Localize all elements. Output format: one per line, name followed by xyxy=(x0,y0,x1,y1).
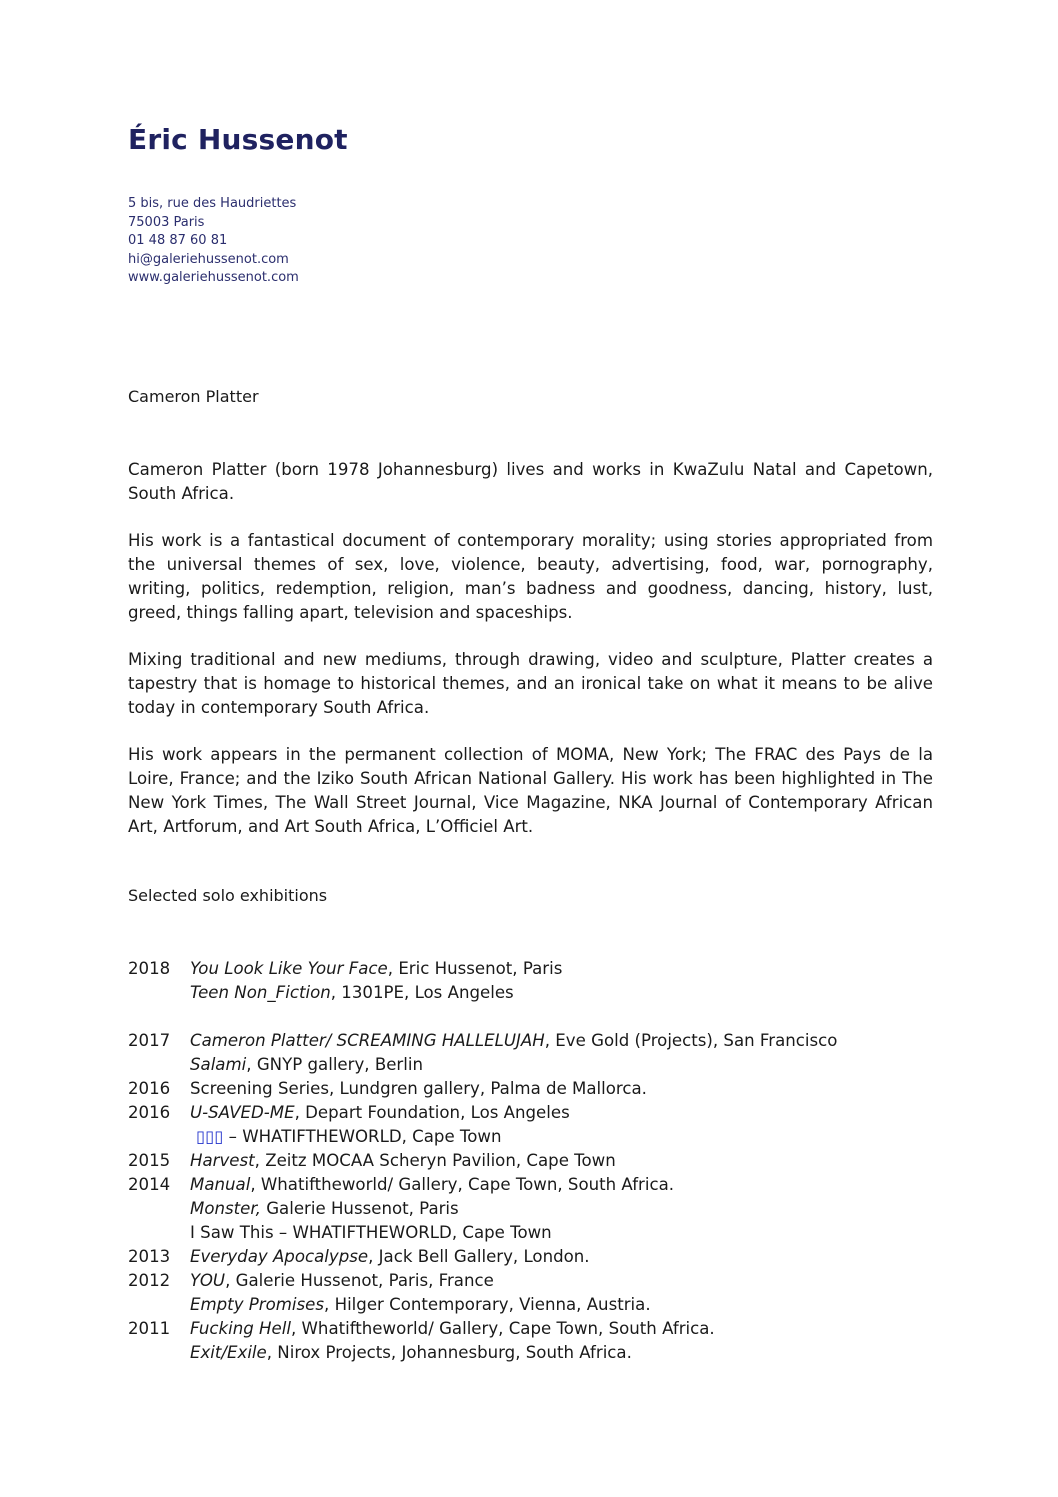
exhibition-title: Teen Non_Fiction xyxy=(190,983,331,1002)
exhibition-row xyxy=(128,1173,948,1197)
exhibition-row xyxy=(128,1053,948,1077)
exhibition-year: 2011 xyxy=(128,1319,171,1338)
exhibition-venue: , Nirox Projects, Johannesburg, South Africa. xyxy=(266,1343,632,1362)
exhibition-title: Fucking Hell xyxy=(190,1319,291,1338)
exhibition-year xyxy=(128,1197,190,1221)
exhibition-venue: , Galerie Hussenot, Paris, France xyxy=(225,1271,494,1290)
exhibition-spacer xyxy=(128,1005,948,1029)
exhibition-venue: , Jack Bell Gallery, London. xyxy=(368,1247,590,1266)
exhibition-venue: Screening Series, Lundgren gallery, Palma de Mallorca. xyxy=(190,1079,647,1098)
exhibition-entry xyxy=(190,1077,948,1101)
exhibition-row xyxy=(128,1245,948,1269)
exhibition-year: 2012 xyxy=(128,1271,171,1290)
exhibition-year xyxy=(128,1125,190,1149)
exhibition-year: 2018 xyxy=(128,959,171,978)
gallery-name: Éric Hussenot xyxy=(128,123,348,156)
exhibition-venue: I Saw This – WHATIFTHEWORLD, Cape Town xyxy=(190,1223,552,1242)
address-phone: 01 48 87 60 81 xyxy=(128,233,228,248)
exhibition-venue: , Eve Gold (Projects), San Francisco xyxy=(544,1031,838,1050)
artist-name: Cameron Platter xyxy=(128,387,259,406)
exhibition-title: YOU xyxy=(190,1271,226,1290)
exhibition-row xyxy=(128,957,948,981)
exhibition-year xyxy=(128,981,190,1005)
exhibition-venue: , 1301PE, Los Angeles xyxy=(330,983,514,1002)
address-city: 75003 Paris xyxy=(128,214,205,230)
exhibition-row xyxy=(128,1125,948,1149)
exhibition-year: 2013 xyxy=(128,1247,171,1266)
exhibition-year xyxy=(128,1293,190,1317)
exhibition-row xyxy=(128,1077,948,1101)
exhibition-title: Manual xyxy=(190,1175,251,1194)
address-street: 5 bis, rue des Haudriettes xyxy=(128,196,297,211)
exhibition-year: 2015 xyxy=(128,1151,171,1170)
exhibition-title: Monster, xyxy=(190,1199,261,1218)
exhibition-title: Cameron Platter/ SCREAMING HALLELUJAH xyxy=(190,1031,545,1050)
exhibition-venue: , Depart Foundation, Los Angeles xyxy=(294,1103,570,1122)
exhibition-venue: – WHATIFTHEWORLD, Cape Town xyxy=(223,1127,502,1146)
exhibition-row xyxy=(128,1269,948,1293)
exhibition-row xyxy=(128,1197,948,1221)
exhibition-title: U-SAVED-ME xyxy=(190,1103,295,1122)
exhibition-row xyxy=(128,1101,948,1125)
exhibition-title: Empty Promises xyxy=(190,1295,325,1314)
exhibition-venue: , Zeitz MOCAA Scheryn Pavilion, Cape Town xyxy=(254,1151,616,1170)
address-email: hi@galeriehussenot.com xyxy=(128,251,289,267)
exhibition-year: 2016 xyxy=(128,1103,171,1122)
exhibition-entry xyxy=(190,1197,948,1221)
exhibition-entry xyxy=(190,1269,948,1293)
exhibition-entry xyxy=(190,1293,948,1317)
exhibition-entry xyxy=(190,1101,948,1125)
exhibition-row xyxy=(128,1341,948,1365)
gallery-address-block xyxy=(128,195,299,288)
exhibition-venue: , Whatiftheworld/ Gallery, Cape Town, South Africa. xyxy=(250,1175,675,1194)
exhibition-entry xyxy=(190,957,948,981)
exhibition-title: Harvest xyxy=(190,1151,255,1170)
exhibition-venue: , Hilger Contemporary, Vienna, Austria. xyxy=(324,1295,651,1314)
exhibition-year xyxy=(128,1053,190,1077)
exhibition-entry xyxy=(190,1317,948,1341)
exhibitions-list xyxy=(128,957,948,1365)
exhibition-venue: , Eric Hussenot, Paris xyxy=(387,959,563,978)
exhibition-row xyxy=(128,1221,948,1245)
exhibition-venue: , GNYP gallery, Berlin xyxy=(246,1055,423,1074)
exhibition-entry xyxy=(190,1221,948,1245)
bio-paragraph: Cameron Platter (born 1978 Johannesburg) lives and works in KwaZulu Natal and Capetown, South Africa. xyxy=(128,460,933,503)
exhibition-venue: Galerie Hussenot, Paris xyxy=(260,1199,459,1218)
exhibition-title: Exit/Exile xyxy=(190,1343,267,1362)
exhibition-title: Salami xyxy=(190,1055,247,1074)
exhibition-year xyxy=(128,1341,190,1365)
exhibition-title: You Look Like Your Face xyxy=(190,959,388,978)
exhibition-link[interactable]: ▯▯▯ xyxy=(196,1127,224,1146)
exhibition-entry xyxy=(190,1053,948,1077)
exhibition-year: 2014 xyxy=(128,1175,171,1194)
exhibition-entry xyxy=(190,1125,948,1149)
exhibition-venue: , Whatiftheworld/ Gallery, Cape Town, South Africa. xyxy=(290,1319,715,1338)
exhibition-entry xyxy=(190,1149,948,1173)
address-website: www.galeriehussenot.com xyxy=(128,270,299,285)
artist-bio xyxy=(128,458,933,862)
bio-paragraph: His work appears in the permanent collection of MOMA, New York; The FRAC des Pays de la Loire, France; and the Iziko South African National Gallery. His work has been highlighted in The New York Times, The Wall Street Journal, Vice Magazine, NKA Journal of Contemporary African Art, Artforum, and Art South Africa, L’Officiel Art. xyxy=(128,745,933,836)
exhibition-row xyxy=(128,1293,948,1317)
bio-paragraph: Mixing traditional and new mediums, through drawing, video and sculpture, Platter creates a tapestry that is homage to historical themes, and an ironical take on what it means to be alive today in contemporary South Africa. xyxy=(128,650,933,717)
exhibition-entry xyxy=(190,1173,948,1197)
exhibition-year: 2017 xyxy=(128,1031,171,1050)
section-title-solo-exhibitions: Selected solo exhibitions xyxy=(128,886,328,905)
exhibition-entry xyxy=(190,1245,948,1269)
exhibition-year: 2016 xyxy=(128,1079,171,1098)
exhibition-entry xyxy=(190,1029,948,1053)
exhibition-row xyxy=(128,1317,948,1341)
exhibition-row xyxy=(128,1029,948,1053)
exhibition-row xyxy=(128,1149,948,1173)
exhibition-entry xyxy=(190,981,948,1005)
exhibition-title: Everyday Apocalypse xyxy=(190,1247,369,1266)
bio-paragraph: His work is a fantastical document of contemporary morality; using stories appropriated from the universal themes of sex, love, violence, beauty, advertising, food, war, pornography, writing, politics, redemption, religion, man’s badness and goodness, dancing, history, lust, greed, things falling apart, television and spaceships. xyxy=(128,531,933,622)
exhibition-row xyxy=(128,981,948,1005)
exhibition-entry xyxy=(190,1341,948,1365)
exhibition-year xyxy=(128,1221,190,1245)
